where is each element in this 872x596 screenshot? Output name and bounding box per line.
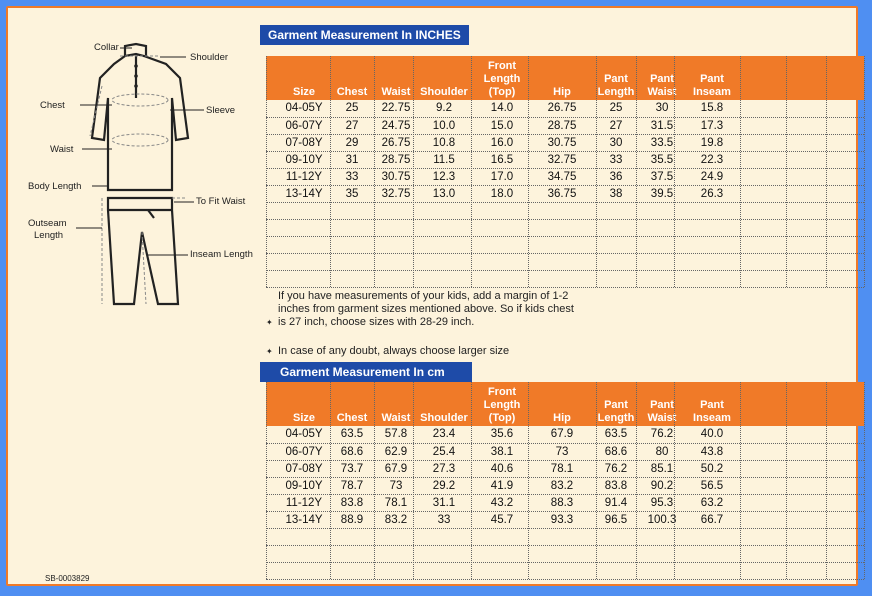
- table-cell: 32.75: [381, 188, 411, 200]
- sizing-note-margin: [266, 290, 608, 329]
- column-divider: [636, 382, 637, 579]
- table-cell: 40.0: [700, 428, 724, 440]
- column-header: Pant Inseam: [693, 73, 731, 98]
- table-cell: 23.4: [432, 428, 456, 440]
- table-row: [266, 151, 864, 168]
- table-cell: 28.75: [381, 154, 411, 166]
- table-row: [266, 511, 864, 528]
- note-doubt-text: In case of any doubt, always choose larger size: [278, 345, 510, 357]
- table-cell: 35.5: [650, 154, 674, 166]
- column-divider: [636, 56, 637, 287]
- column-divider: [596, 56, 597, 287]
- table-cell: 63.5: [340, 428, 364, 440]
- table-cell: 76.2: [604, 463, 628, 475]
- table-row: [266, 117, 864, 134]
- table-cell: 04-05Y: [285, 428, 323, 440]
- bullet-icon: ✦: [266, 318, 273, 327]
- table-cell: 30: [655, 102, 669, 114]
- empty-row: [266, 202, 864, 219]
- diagram-label-collar: Collar: [94, 42, 119, 53]
- table-cell: 63.2: [700, 497, 724, 509]
- column-divider: [374, 56, 375, 287]
- table-cell: 93.3: [550, 514, 574, 526]
- empty-row: [266, 219, 864, 236]
- table-cell: 27: [609, 120, 623, 132]
- table-cell: 73.7: [340, 463, 364, 475]
- cm-title-text: Garment Measurement In cm: [280, 365, 445, 379]
- table-cell: 34.75: [547, 171, 577, 183]
- inches-title-badge: Garment Measurement In INCHES: [260, 25, 469, 45]
- table-cell: 39.5: [650, 188, 674, 200]
- table-cell: 41.9: [490, 480, 514, 492]
- inches-table: [266, 56, 864, 287]
- column-header: Hip: [553, 86, 571, 98]
- table-cell: 83.8: [604, 480, 628, 492]
- table-cell: 28.75: [547, 120, 577, 132]
- table-cell: 56.5: [700, 480, 724, 492]
- table-cell: 43.2: [490, 497, 514, 509]
- table-cell: 66.7: [700, 514, 724, 526]
- table-cell: 15.8: [700, 102, 724, 114]
- table-cell: 31: [345, 154, 359, 166]
- diagram-label-sleeve: Sleeve: [206, 105, 236, 116]
- table-cell: 85.1: [650, 463, 674, 475]
- table-cell: 91.4: [604, 497, 628, 509]
- cm-title-badge: [260, 362, 472, 382]
- table-cell: 11-12Y: [285, 171, 323, 183]
- footer-code: SB-0003829: [45, 574, 90, 583]
- column-divider: [413, 382, 414, 579]
- table-cell: 25: [609, 102, 623, 114]
- table-row: [266, 443, 864, 460]
- table-cell: 83.8: [340, 497, 364, 509]
- table-cell: 67.9: [384, 463, 408, 475]
- column-header: Pant Inseam: [693, 399, 731, 424]
- column-divider: [740, 382, 741, 579]
- table-cell: 30.75: [547, 137, 577, 149]
- note-line-3: is 27 inch, choose sizes with 28-29 inch.: [278, 316, 475, 328]
- table-cell: 24.9: [700, 171, 724, 183]
- column-divider: [374, 382, 375, 579]
- column-divider: [864, 382, 865, 579]
- table-cell: 38.1: [490, 446, 514, 458]
- table-cell: 95.3: [650, 497, 674, 509]
- empty-row: [266, 253, 864, 270]
- column-divider: [528, 56, 529, 287]
- table-cell: 33: [437, 514, 451, 526]
- table-cell: 11.5: [433, 154, 455, 166]
- table-cell: 15.0: [490, 120, 514, 132]
- column-header: Size: [292, 86, 315, 98]
- column-divider: [266, 56, 267, 287]
- column-divider: [528, 382, 529, 579]
- table-row: [266, 134, 864, 151]
- table-cell: 04-05Y: [285, 102, 323, 114]
- column-header: Chest: [336, 86, 368, 98]
- table-cell: 76.2: [650, 428, 674, 440]
- column-divider: [596, 382, 597, 579]
- table-cell: 33: [345, 171, 359, 183]
- table-cell: 32.75: [547, 154, 577, 166]
- table-cell: 17.3: [700, 120, 724, 132]
- column-divider: [471, 382, 472, 579]
- table-cell: 38: [609, 188, 623, 200]
- table-cell: 14.0: [490, 102, 514, 114]
- table-cell: 73: [555, 446, 569, 458]
- table-cell: 06-07Y: [285, 446, 323, 458]
- note-line-1: If you have measurements of your kids, add a margin of 1-2: [278, 290, 569, 302]
- table-cell: 22.3: [700, 154, 724, 166]
- table-cell: 18.0: [490, 188, 514, 200]
- table-row: [266, 185, 864, 202]
- column-header: Pant Waist: [647, 399, 677, 424]
- table-cell: 83.2: [384, 514, 408, 526]
- table-cell: 78.7: [340, 480, 364, 492]
- table-cell: 19.8: [700, 137, 724, 149]
- table-cell: 10.0: [432, 120, 456, 132]
- column-divider: [330, 56, 331, 287]
- table-cell: 100.3: [647, 514, 677, 526]
- table-cell: 25: [345, 102, 359, 114]
- table-cell: 16.0: [490, 137, 514, 149]
- table-row: [266, 426, 864, 443]
- table-cell: 27.3: [432, 463, 456, 475]
- column-divider: [826, 56, 827, 287]
- table-cell: 67.9: [550, 428, 574, 440]
- table-cell: 33.5: [650, 137, 674, 149]
- column-divider: [674, 382, 675, 579]
- table-cell: 37.5: [650, 171, 674, 183]
- table-cell: 43.8: [700, 446, 724, 458]
- table-cell: 17.0: [490, 171, 514, 183]
- table-cell: 29.2: [432, 480, 456, 492]
- table-cell: 50.2: [700, 463, 724, 475]
- table-cell: 11-12Y: [285, 497, 323, 509]
- diagram-label-body-length: Body Length: [28, 181, 82, 192]
- table-cell: 62.9: [384, 446, 408, 458]
- empty-row: [266, 236, 864, 253]
- table-cell: 36.75: [547, 188, 577, 200]
- sizing-note-doubt: [266, 345, 608, 358]
- column-header: Pant Length: [597, 399, 635, 424]
- table-cell: 73: [389, 480, 403, 492]
- diagram-label-outseam: Outseam: [28, 218, 67, 229]
- table-cell: 24.75: [381, 120, 411, 132]
- table-cell: 35.6: [490, 428, 514, 440]
- empty-row: [266, 562, 864, 579]
- column-header: Chest: [336, 412, 368, 424]
- table-cell: 25.4: [432, 446, 456, 458]
- table-cell: 57.8: [384, 428, 408, 440]
- table-cell: 16.5: [490, 154, 514, 166]
- table-cell: 90.2: [650, 480, 674, 492]
- table-cell: 22.75: [381, 102, 411, 114]
- column-divider: [674, 56, 675, 287]
- size-chart-card: [6, 6, 858, 586]
- table-body: [266, 426, 864, 580]
- table-cell: 13.0: [432, 188, 456, 200]
- table-cell: 40.6: [490, 463, 514, 475]
- column-header: Hip: [553, 412, 571, 424]
- table-cell: 26.3: [700, 188, 724, 200]
- table-cell: 07-08Y: [285, 137, 323, 149]
- column-divider: [786, 382, 787, 579]
- table-cell: 78.1: [550, 463, 574, 475]
- column-header: Size: [292, 412, 315, 424]
- table-cell: 78.1: [384, 497, 408, 509]
- column-header: Pant Length: [597, 73, 635, 98]
- column-divider: [330, 382, 331, 579]
- table-cell: 29: [345, 137, 359, 149]
- diagram-label-chest: Chest: [40, 100, 65, 111]
- column-header: Shoulder: [420, 412, 468, 424]
- table-row: [266, 460, 864, 477]
- table-cell: 26.75: [547, 102, 577, 114]
- column-header: Front Length (Top): [483, 60, 521, 98]
- table-cell: 30: [609, 137, 623, 149]
- column-divider: [786, 56, 787, 287]
- note-line-2: inches from garment sizes mentioned above. So if kids chest: [278, 303, 574, 315]
- table-cell: 96.5: [604, 514, 628, 526]
- column-header: Waist: [381, 412, 411, 424]
- kurta-pajama-diagram: [8, 8, 268, 328]
- table-cell: 06-07Y: [285, 120, 323, 132]
- table-cell: 31.5: [650, 120, 674, 132]
- table-cell: 80: [655, 446, 669, 458]
- table-cell: 63.5: [604, 428, 628, 440]
- bullet-icon: ✦: [266, 347, 273, 356]
- diagram-label-outseam-length: Length: [34, 230, 64, 241]
- column-divider: [471, 56, 472, 287]
- garment-diagram: [8, 8, 268, 328]
- column-header: Pant Waist: [647, 73, 677, 98]
- diagram-label-inseam-length: Inseam Length: [190, 249, 253, 260]
- table-cell: 12.3: [432, 171, 456, 183]
- table-cell: 27: [345, 120, 359, 132]
- column-divider: [413, 56, 414, 287]
- table-cell: 13-14Y: [285, 188, 323, 200]
- table-cell: 68.6: [340, 446, 364, 458]
- table-header: [266, 382, 864, 426]
- column-divider: [864, 56, 865, 287]
- table-cell: 26.75: [381, 137, 411, 149]
- table-cell: 45.7: [490, 514, 514, 526]
- table-cell: 09-10Y: [285, 154, 323, 166]
- empty-row: [266, 270, 864, 287]
- table-header: [266, 56, 864, 100]
- column-header: Shoulder: [420, 86, 468, 98]
- table-cell: 09-10Y: [285, 480, 323, 492]
- table-cell: 35: [345, 188, 359, 200]
- table-row: [266, 494, 864, 511]
- column-divider: [740, 56, 741, 287]
- table-cell: 68.6: [604, 446, 628, 458]
- empty-row: [266, 545, 864, 562]
- column-header: Waist: [381, 86, 411, 98]
- table-body: [266, 100, 864, 288]
- empty-row: [266, 528, 864, 545]
- cm-table: [266, 382, 864, 579]
- table-cell: 88.9: [340, 514, 364, 526]
- table-cell: 9.2: [436, 102, 452, 114]
- table-row: [266, 477, 864, 494]
- table-cell: 36: [609, 171, 623, 183]
- table-cell: 13-14Y: [285, 514, 323, 526]
- table-cell: 88.3: [550, 497, 574, 509]
- table-cell: 83.2: [550, 480, 574, 492]
- table-cell: 30.75: [381, 171, 411, 183]
- table-row: [266, 168, 864, 185]
- diagram-label-shoulder: Shoulder: [190, 52, 229, 63]
- table-cell: 07-08Y: [285, 463, 323, 475]
- table-cell: 10.8: [432, 137, 456, 149]
- table-row: [266, 100, 864, 117]
- note-line-3-wrap: [266, 316, 608, 329]
- table-cell: 33: [609, 154, 623, 166]
- table-cell: 31.1: [432, 497, 456, 509]
- column-header: Front Length (Top): [483, 386, 521, 424]
- column-divider: [826, 382, 827, 579]
- diagram-label-to-fit-waist: To Fit Waist: [196, 196, 246, 207]
- diagram-label-waist: Waist: [50, 144, 74, 155]
- column-divider: [266, 382, 267, 579]
